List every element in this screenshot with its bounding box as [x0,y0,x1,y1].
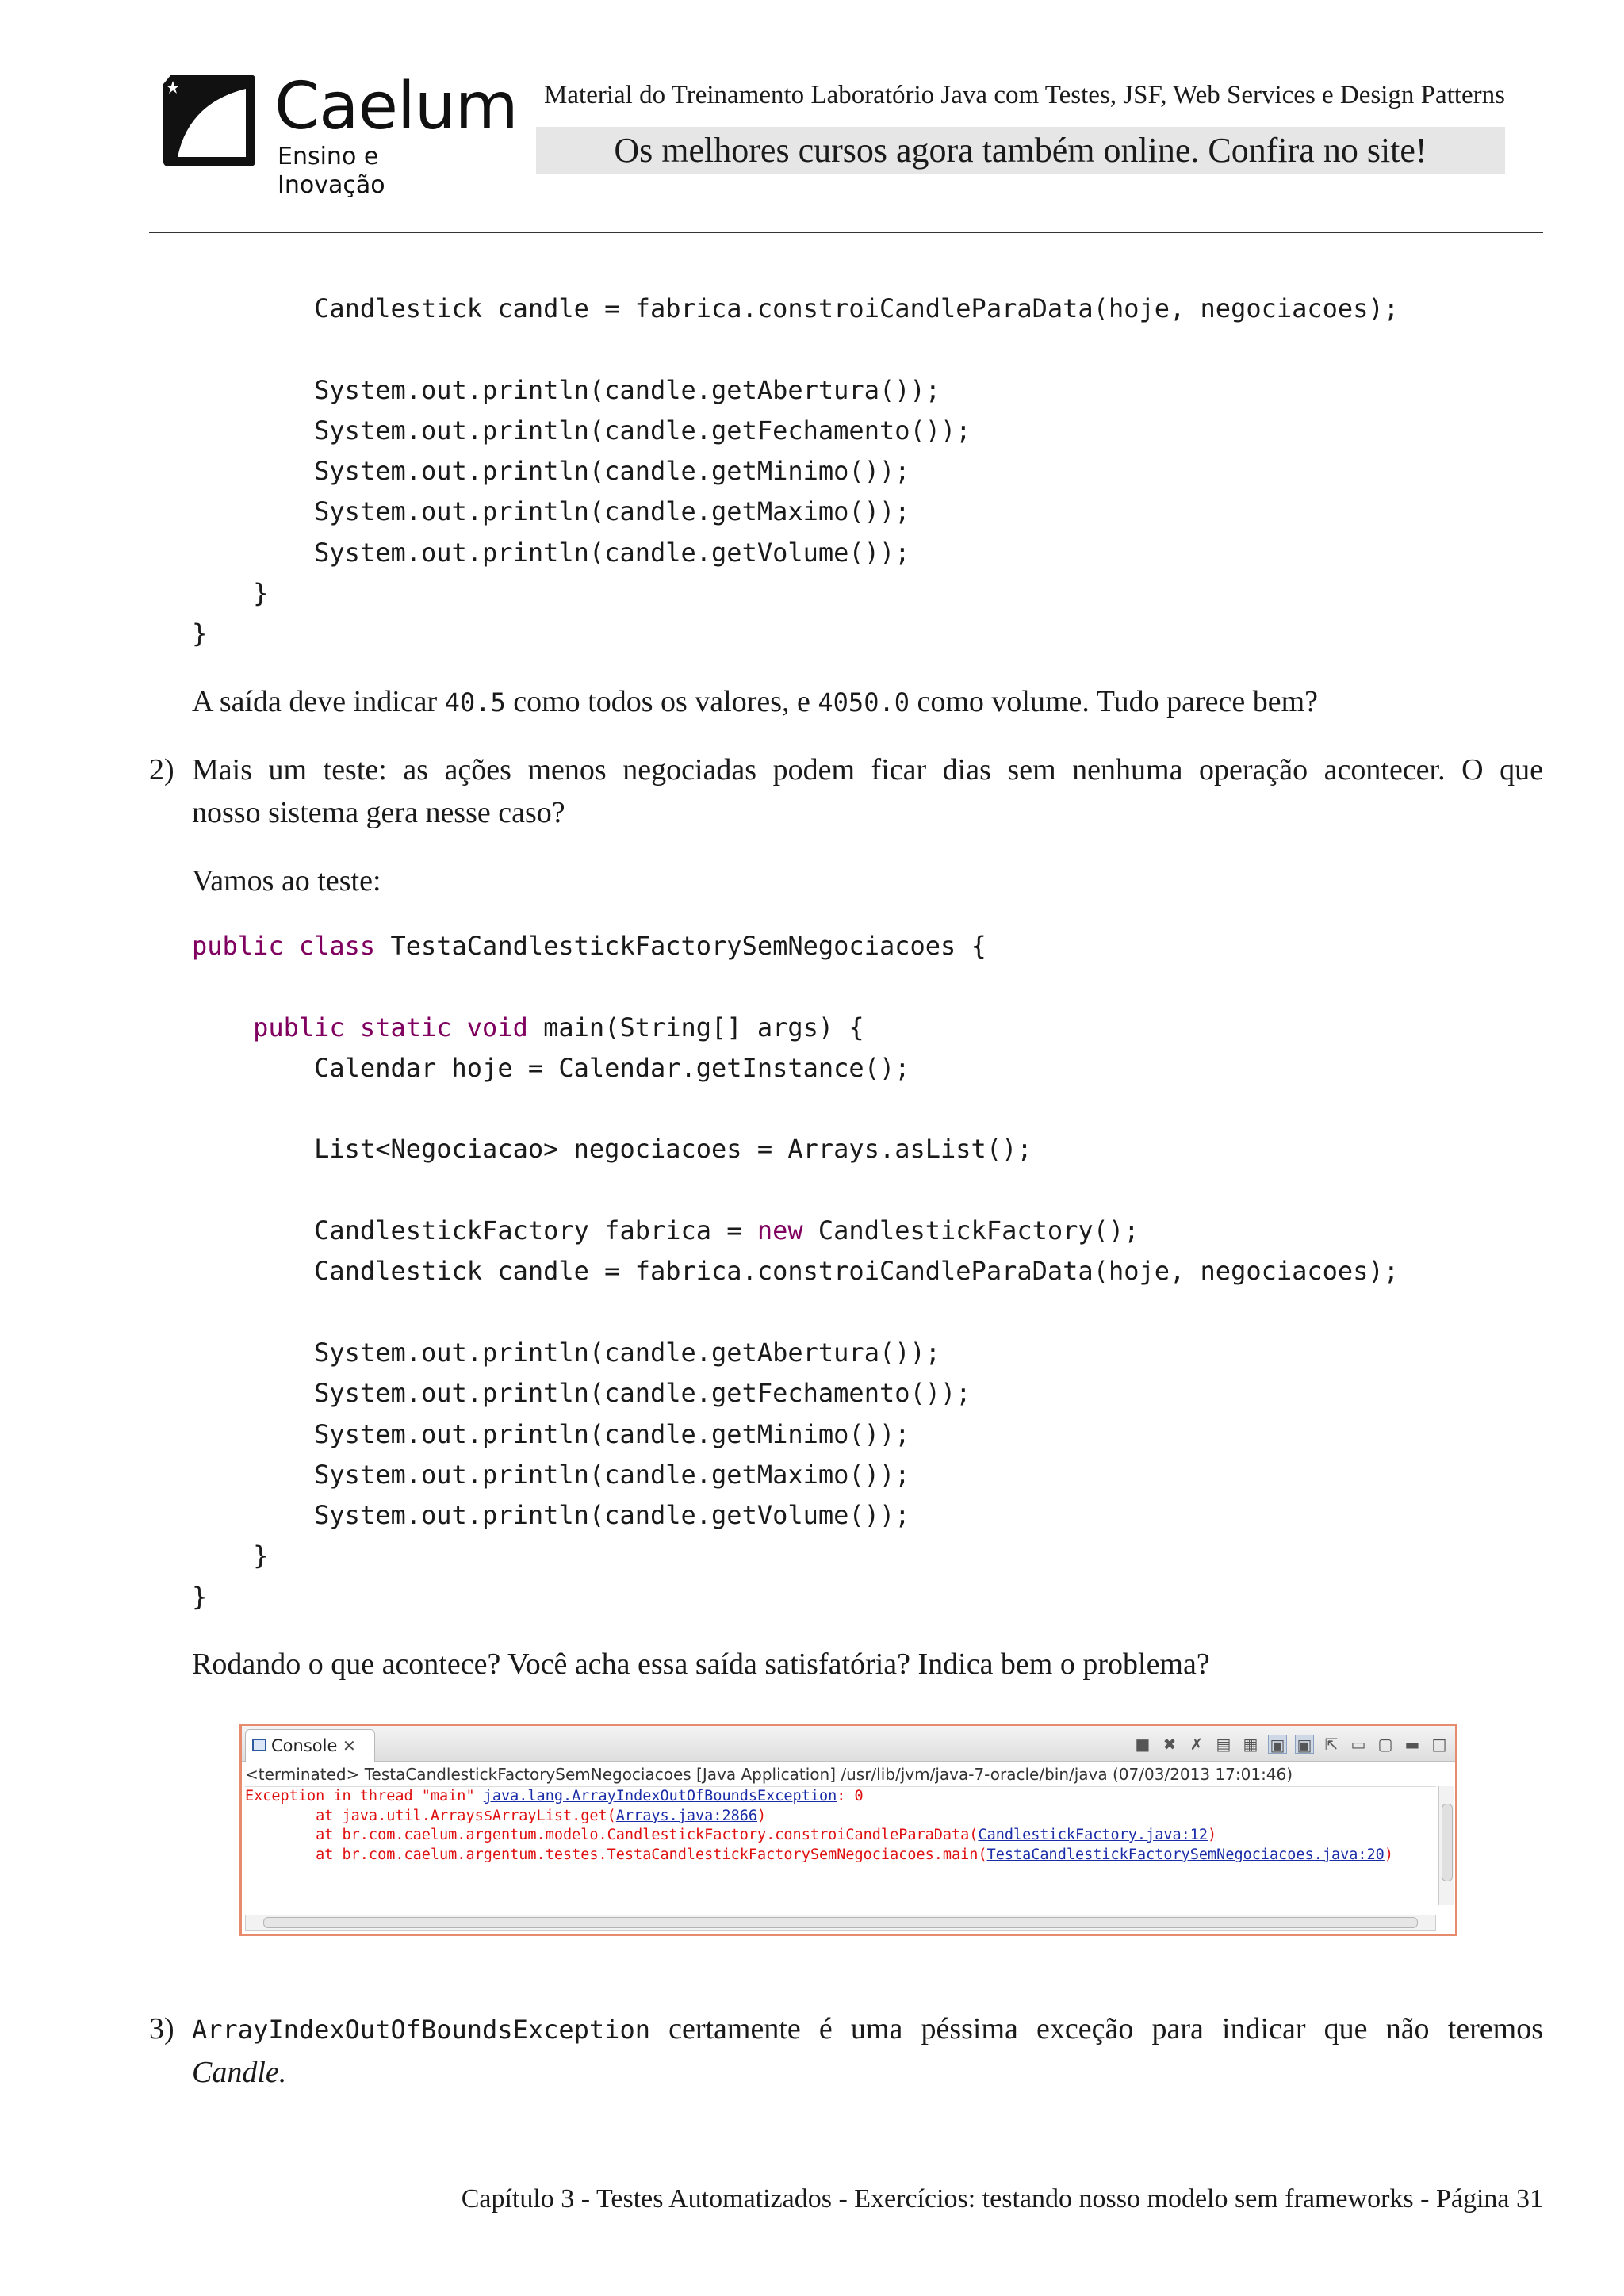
code-line [192,329,1399,369]
code-line: System.out.println(candle.getVolume()); [192,1500,910,1531]
open-console-icon[interactable]: ▢ [1377,1735,1393,1754]
code-line: Calendar hoje = Calendar.getInstance(); [192,1052,910,1083]
item-number: 2) [149,753,174,786]
logo-name: Caelum [274,69,518,144]
header-divider [149,232,1543,233]
remove-launch-icon[interactable]: ✖ [1162,1735,1177,1754]
code-line [192,1170,1399,1211]
code-line: System.out.println(candle.getAbertura()); [192,374,941,405]
code-line: System.out.println(candle.getVolume()); [192,537,910,568]
code-line: } [192,578,269,609]
stacktrace-link[interactable]: CandlestickFactory.java:12 [978,1827,1208,1843]
caelum-logo [157,68,518,199]
paragraph-expected-output: A saída deve indicar 40.5 como todos os valores, e 4050.0 como volume. Tudo parece bem? [192,685,1318,718]
console-line: Exception in thread "main" java.lang.ArrayIndexOutOfBoundsException: 0 [245,1788,864,1804]
remove-all-icon[interactable]: ✗ [1189,1735,1204,1754]
code-line: System.out.println(candle.getMaximo()); [192,1459,910,1490]
exception-link[interactable]: java.lang.ArrayIndexOutOfBoundsException [483,1788,837,1804]
code-line: System.out.println(candle.getMinimo()); [192,456,910,487]
terminate-icon[interactable]: ■ [1135,1735,1151,1754]
header-banner: Os melhores cursos agora também online. Confira no site! [536,127,1505,174]
header-title: Material do Treinamento Laboratório Java com Testes, JSF, Web Services e Design Patterns [544,81,1505,109]
console-status: <terminated> TestaCandlestickFactorySemNegociacoes [Java Application] /usr/lib/jvm/java-7-oracle/bin/java (07/03/2013 17:01:46) [245,1765,1293,1784]
code-line: Candlestick candle = fabrica.constroiCandleParaData(hoje, negociacoes); [192,293,1399,323]
maximize-icon[interactable]: □ [1431,1735,1447,1754]
close-icon[interactable]: ✕ [343,1736,356,1755]
stacktrace-link[interactable]: Arrays.java:2866 [615,1807,758,1824]
clear-console-icon[interactable]: ▤ [1216,1735,1231,1754]
code-line: CandlestickFactory fabrica = new CandlestickFactory(); [192,1215,1139,1246]
code-line: System.out.println(candle.getMaximo()); [192,496,910,527]
code-line: } [192,1540,269,1571]
vertical-scrollbar[interactable] [1438,1786,1454,1905]
paragraph-question: Rodando o que acontece? Você acha essa saída satisfatória? Indica bem o problema? [192,1647,1210,1681]
pin-console-icon[interactable]: ⇱ [1324,1735,1339,1754]
code-line: System.out.println(candle.getAbertura()); [192,1337,941,1368]
console-output [245,1786,1436,1890]
stacktrace-link[interactable]: TestaCandlestickFactorySemNegociacoes.java:20 [986,1846,1385,1863]
code-line [192,966,1399,1007]
console-toolbar [1133,1732,1449,1756]
code-line: } [192,1581,208,1612]
eclipse-console-screenshot [239,1724,1457,1936]
inline-code: 4050.0 [818,687,910,718]
page-footer: Capítulo 3 - Testes Automatizados - Exercícios: testando nosso modelo sem frameworks - Página 31 [461,2184,1543,2214]
code-line: } [192,618,208,649]
inline-code: 40.5 [444,687,506,718]
item-3-text: ArrayIndexOutOfBoundsException certamente é uma péssima exceção para indicar que não teremos Candle. [192,2012,1543,2089]
console-tabbar [242,1726,1455,1762]
caelum-logo-mark-icon [157,68,260,171]
code-line: List<Negociacao> negociacoes = Arrays.asList(); [192,1134,1032,1165]
console-icon [252,1739,266,1751]
console-line: at br.com.caelum.argentum.modelo.CandlestickFactory.constroiCandleParaData(CandlestickFactory.java:12) [245,1827,1217,1843]
code-line: Candlestick candle = fabrica.constroiCandleParaData(hoje, negociacoes); [192,1256,1399,1287]
logo-tagline: Ensino e Inovação [278,143,385,199]
code-line: System.out.println(candle.getMinimo()); [192,1418,910,1449]
tab-console[interactable] [245,1729,375,1762]
item-2-text: Mais um teste: as ações menos negociadas podem ficar dias sem nenhuma operação acontecer. O que nosso sistema gera nesse caso? [192,753,1543,829]
show-on-output-icon[interactable]: ▣ [1268,1735,1287,1754]
inline-code: ArrayIndexOutOfBoundsException [192,2015,650,2045]
scrollbar-thumb[interactable] [263,1917,1418,1928]
code-block-1 [192,289,1399,655]
code-line [192,1089,1399,1129]
console-line: at br.com.caelum.argentum.testes.TestaCandlestickFactorySemNegociacoes.main(TestaCandlestickFactorySemNegociacoes.java:20) [245,1846,1393,1863]
item-number: 3) [149,2012,174,2045]
code-block-2 [192,926,1399,1617]
scroll-lock-icon[interactable]: ▦ [1243,1735,1258,1754]
item-2-lead: Vamos ao teste: [192,864,381,897]
code-line: public static void main(String[] args) { [192,1012,864,1043]
code-line: System.out.println(candle.getFechamento()); [192,415,971,446]
code-line [192,1292,1399,1333]
scrollbar-thumb[interactable] [1442,1804,1453,1881]
console-line: at java.util.Arrays$ArrayList.get(Arrays.java:2866) [245,1807,767,1824]
minimize-icon[interactable]: ▬ [1404,1735,1420,1754]
display-console-icon[interactable]: ▭ [1350,1735,1366,1754]
code-line: System.out.println(candle.getFechamento()); [192,1378,971,1409]
show-on-error-icon[interactable]: ▣ [1295,1735,1314,1754]
tab-label: Console [271,1736,338,1755]
horizontal-scrollbar[interactable] [245,1915,1436,1931]
code-line: public class TestaCandlestickFactorySemNegociacoes { [192,931,986,961]
